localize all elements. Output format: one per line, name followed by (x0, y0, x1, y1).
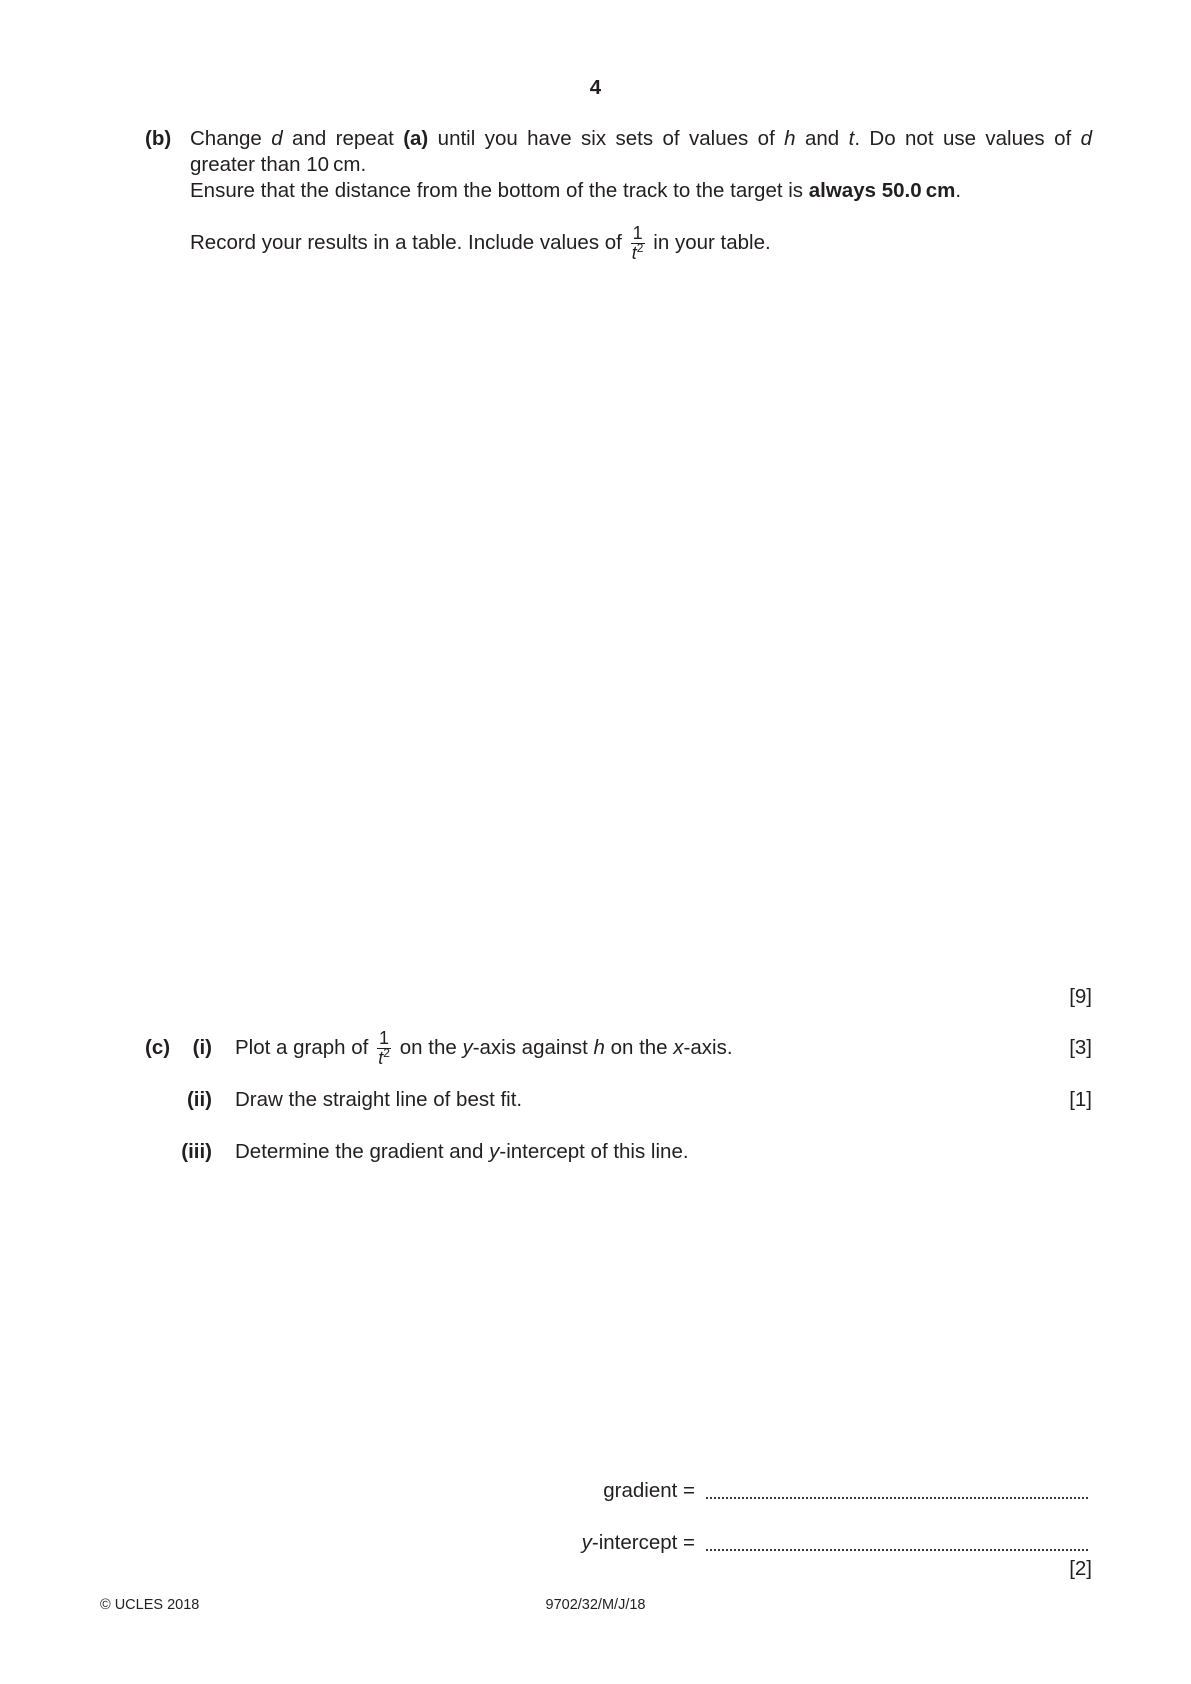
text-segment: on the (604, 1036, 674, 1059)
y-intercept-label (480, 1530, 695, 1556)
text-segment: -intercept of this line. (499, 1140, 689, 1163)
variable-y: y (462, 1036, 473, 1059)
text-segment: Ensure that the distance from the bottom of the track to the target is (190, 179, 809, 202)
variable-y: y (489, 1140, 500, 1163)
page-number: 4 (589, 76, 602, 99)
fraction-numerator: 1 (379, 1028, 390, 1049)
text-segment: and (795, 127, 849, 150)
text-segment: on the (394, 1036, 463, 1059)
marks-part-c-iii: [2] (1069, 1557, 1092, 1580)
text-segment: Plot a graph of (235, 1036, 375, 1059)
part-b-line-4 (190, 223, 771, 264)
text-segment: Record your results in a table. Include values of (190, 231, 628, 254)
gradient-label: gradient = (603, 1479, 695, 1502)
fraction-one-over-t-squared (377, 1029, 391, 1068)
gradient-answer-line (706, 1497, 1088, 1499)
fraction-denominator (631, 241, 645, 264)
text-segment: Change (190, 127, 272, 150)
variable-h: h (593, 1036, 605, 1059)
fraction-one-over-t-squared (631, 224, 645, 263)
part-a-reference: (a) (403, 127, 429, 150)
text-segment: -axis. (683, 1036, 733, 1059)
variable-x: x (673, 1036, 684, 1059)
part-c-i-text (235, 1028, 733, 1069)
part-b-line-2: greater than 10 cm. (190, 153, 367, 176)
part-c-iii-label: (iii) (181, 1140, 212, 1163)
text-segment: Determine the gradient and (235, 1140, 490, 1163)
text-segment: . (955, 179, 962, 202)
y-intercept-answer-line (706, 1549, 1088, 1551)
variable-y: y (581, 1531, 592, 1554)
variable-t: t (378, 1048, 384, 1069)
part-c-ii-label: (ii) (186, 1088, 212, 1111)
text-segment: -intercept = (591, 1531, 695, 1554)
emphasis-distance: always 50.0 cm (808, 179, 956, 202)
part-b-label: (b) (145, 127, 172, 150)
exponent: 2 (383, 1046, 390, 1061)
variable-h: h (784, 127, 796, 150)
fraction-numerator: 1 (632, 223, 643, 244)
variable-t: t (848, 127, 855, 150)
text-segment: and repeat (282, 127, 404, 150)
fraction-denominator (377, 1046, 391, 1069)
marks-part-c-ii: [1] (1069, 1088, 1092, 1111)
text-segment: in your table. (647, 231, 771, 254)
variable-t: t (631, 243, 637, 264)
part-c-label: (c) (145, 1036, 171, 1059)
footer-copyright: © UCLES 2018 (100, 1597, 200, 1613)
text-segment: . Do not use values of (854, 127, 1081, 150)
footer-paper-code: 9702/32/M/J/18 (545, 1597, 646, 1613)
marks-part-b: [9] (1069, 985, 1092, 1008)
marks-part-c-i: [3] (1069, 1036, 1092, 1059)
variable-d: d (271, 127, 283, 150)
part-b-line-1 (190, 126, 1092, 152)
exponent: 2 (636, 241, 644, 256)
part-b-line-3 (190, 178, 961, 204)
part-c-i-label: (i) (192, 1036, 212, 1059)
part-c-ii-text: Draw the straight line of best fit. (235, 1088, 523, 1111)
text-segment: -axis against (472, 1036, 594, 1059)
text-segment: until you have six sets of values of (428, 127, 785, 150)
part-c-iii-text (235, 1139, 689, 1165)
variable-d: d (1080, 127, 1092, 150)
